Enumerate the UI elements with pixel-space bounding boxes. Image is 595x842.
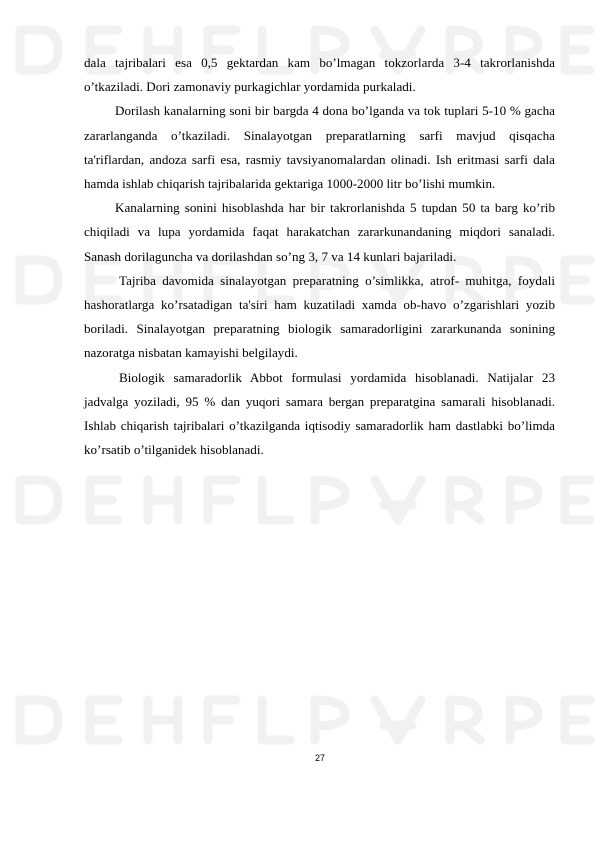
page-number: 27 <box>314 753 325 763</box>
paragraph-2: Dorilash kanalarning soni bir bargda 4 dona bo’lganda va tok tuplari 5-10 % gacha zararlanganda o’tkaziladi. Sinalayotgan preparatlarning sarfi mavjud qisqacha ta'riflardan, andoza sarfi esa, rasmiy tavsiyanomalardan olinadi. Ish eritmasi sarfi dala hamda ishlab chiqarish tajribalarida gektariga 1000-2000 litr bo’lishi mumkin. <box>84 103 555 192</box>
paragraph-1: dala tajribalari esa 0,5 gektardan kam bo’lmagan tokzorlarda 3-4 takrorlanishda o’tkaziladi. Dori zamonaviy purkagichlar yordamida purkaladi. <box>84 55 555 95</box>
paragraph-4: Tajriba davomida sinalayotgan preparatning o’simlikka, atrof- muhitga, foydali hashoratlarga ko’rsatadigan ta'siri ham kuzatiladi xamda ob-havo o’zgarishlari yozib boriladi. Sinalayotgan preparatning biologik samaradorligini zararkunanda sonining nazoratga nisbatan kamayishi belgilaydi. <box>84 272 555 361</box>
page-body <box>84 51 555 462</box>
paragraph-5: Biologik samaradorlik Abbot formulasi yordamida hisoblanadi. Natijalar 23 jadvalga yoziladi, 95 % dan yuqori samara bergan preparatgina samarali hisoblanadi. Ishlab chiqarish tajribalari o’tkazilganda iqtisodiy samaradorlik ham dastlabki bo’limda ko’rsatib o’tilganidek hisoblanadi. <box>84 369 555 458</box>
paragraph-3: Kanalarning sonini hisoblashda har bir takrorlanishda 5 tupdan 50 ta barg ko’rib chiqiladi va lupa yordamida faqat harakatchan zararkunandaning miqdori sanaladi. Sanash dorilaguncha va dorilashdan so’ng 3, 7 va 14 kunlari bajariladi. <box>84 200 555 264</box>
